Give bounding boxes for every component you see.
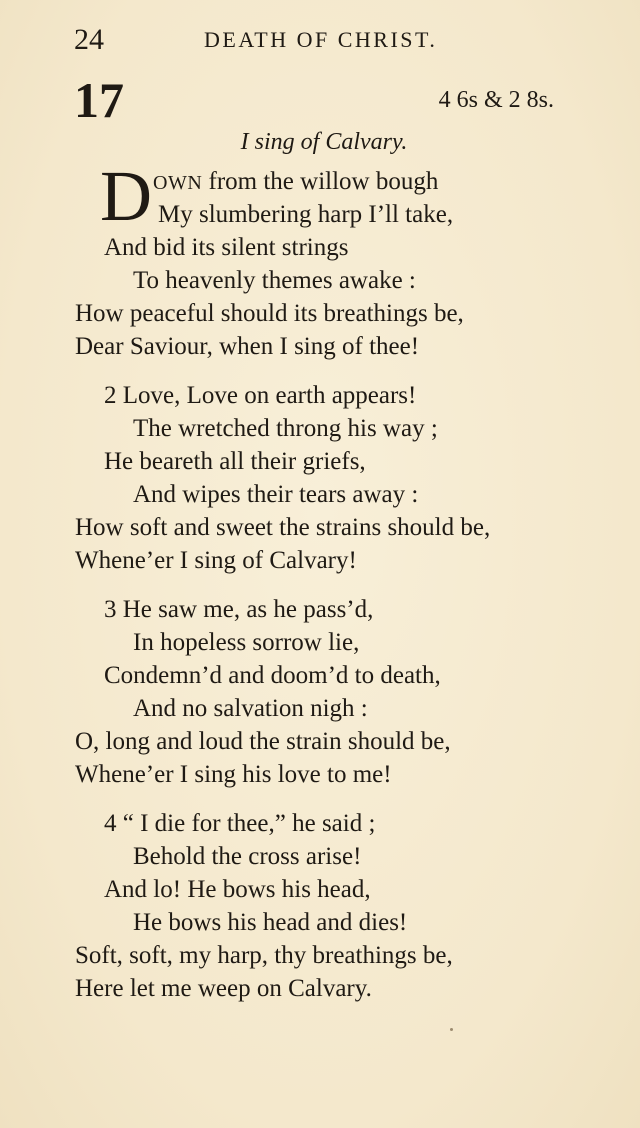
hymn-line: O, long and loud the strain should be, xyxy=(75,728,451,755)
hymn-line: How peaceful should its breathings be, xyxy=(75,300,464,327)
hymn-line: And no salvation nigh : xyxy=(133,695,368,722)
hymn-line: Soft, soft, my harp, thy breathings be, xyxy=(75,942,453,969)
hymn-line: And bid its silent strings xyxy=(104,234,349,261)
first-line-small-caps: OWN xyxy=(153,172,203,194)
hymn-line: 3 He saw me, as he pass’d, xyxy=(104,596,374,623)
hymn-line: Here let me weep on Calvary. xyxy=(75,975,372,1002)
hymn-line: And wipes their tears away : xyxy=(133,481,419,508)
hymn-line: Behold the cross arise! xyxy=(133,843,362,870)
hymn-subtitle: I sing of Calvary. xyxy=(240,129,408,155)
drop-cap: D xyxy=(100,156,152,236)
first-line-rest: from the willow bough xyxy=(202,168,439,195)
hymn-line: He bows his head and dies! xyxy=(133,909,408,936)
hymn-line: Condemn’d and doom’d to death, xyxy=(104,662,441,689)
hymn-line: 2 Love, Love on earth appears! xyxy=(104,382,417,409)
hymn-line: He beareth all their griefs, xyxy=(104,448,366,475)
hymn-line: Whene’er I sing of Calvary! xyxy=(75,547,357,574)
hymn-line: 4 “ I die for thee,” he said ; xyxy=(104,810,376,837)
hymn-line: To heavenly themes awake : xyxy=(133,267,416,294)
hymn-number: 17 xyxy=(74,72,124,128)
hymn-line: Dear Saviour, when I sing of thee! xyxy=(75,333,420,360)
hymn-line-first xyxy=(153,166,438,199)
paper-speck xyxy=(450,1028,453,1031)
hymn-line: The wretched throng his way ; xyxy=(133,415,438,442)
hymn-line: Whene’er I sing his love to me! xyxy=(75,761,392,788)
hymn-line: And lo! He bows his head, xyxy=(104,876,371,903)
page-header xyxy=(74,20,574,60)
hymn-line: How soft and sweet the strains should be, xyxy=(75,514,491,541)
hymn-line: My slumbering harp I’ll take, xyxy=(158,201,454,228)
hymn-line: In hopeless sorrow lie, xyxy=(133,629,360,656)
page-number: 24 xyxy=(74,23,104,56)
running-head: DEATH OF CHRIST. xyxy=(204,27,438,52)
hymn-meter: 4 6s & 2 8s. xyxy=(438,87,554,113)
